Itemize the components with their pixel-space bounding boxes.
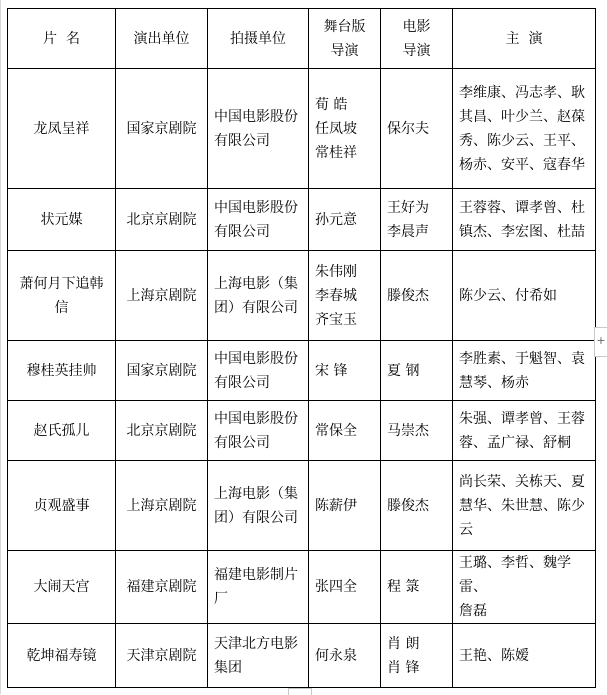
film-director: 保尔夫	[381, 69, 453, 189]
page-edge	[0, 0, 1, 694]
header-film-director: 电影 导演	[381, 9, 453, 69]
film-title: 穆桂英挂帅	[8, 341, 116, 401]
cast: 李胜素、于魁智、袁 慧琴、杨赤	[453, 341, 596, 401]
studio: 上海电影（集 团）有限公司	[208, 461, 309, 551]
header-stage-director: 舞台版 导演	[309, 9, 381, 69]
film-table	[7, 8, 596, 688]
table-row	[8, 461, 596, 551]
film-title: 贞观盛事	[8, 461, 116, 551]
stage-director: 陈薪伊	[309, 461, 381, 551]
table-row	[8, 69, 596, 189]
studio: 中国电影股份 有限公司	[208, 401, 309, 461]
studio: 中国电影股份 有限公司	[208, 69, 309, 189]
cast: 朱强、谭孝曾、王蓉 蓉、孟广禄、舒桐	[453, 401, 596, 461]
studio: 中国电影股份 有限公司	[208, 189, 309, 251]
troupe: 福建京剧院	[116, 551, 208, 624]
film-director: 王好为 李晨声	[381, 189, 453, 251]
table-row	[8, 251, 596, 341]
table-row	[8, 401, 596, 461]
cast: 王璐、李哲、魏学雷、 詹磊	[453, 551, 596, 624]
troupe: 国家京剧院	[116, 341, 208, 401]
film-table-body	[8, 9, 596, 688]
table-row	[8, 624, 596, 688]
troupe: 上海京剧院	[116, 251, 208, 341]
header-row	[8, 9, 596, 69]
header-cast: 主 演	[453, 9, 596, 69]
stage-director: 张四全	[309, 551, 381, 624]
cast: 陈少云、付希如	[453, 251, 596, 341]
studio: 福建电影制片 厂	[208, 551, 309, 624]
film-director: 滕俊杰	[381, 251, 453, 341]
troupe: 北京京剧院	[116, 401, 208, 461]
stage-director: 常保全	[309, 401, 381, 461]
stage-director: 孙元意	[309, 189, 381, 251]
film-director: 马崇杰	[381, 401, 453, 461]
film-title: 乾坤福寿镜	[8, 624, 116, 688]
stage-director: 朱伟刚 李春城 齐宝玉	[309, 251, 381, 341]
header-studio: 拍摄单位	[208, 9, 309, 69]
cast: 尚长荣、关栋天、夏 慧华、朱世慧、陈少 云	[453, 461, 596, 551]
film-title: 赵氏孤儿	[8, 401, 116, 461]
film-title: 状元媒	[8, 189, 116, 251]
table-row	[8, 551, 596, 624]
troupe: 国家京剧院	[116, 69, 208, 189]
troupe: 上海京剧院	[116, 461, 208, 551]
table-row	[8, 189, 596, 251]
stage-director: 荀 皓 任凤坡 常桂祥	[309, 69, 381, 189]
studio: 天津北方电影 集团	[208, 624, 309, 688]
side-expand-marker[interactable]: +	[594, 327, 607, 357]
cast: 李维康、冯志孝、耿 其昌、叶少兰、赵葆 秀、陈少云、王平、 杨赤、安平、寇春华	[453, 69, 596, 189]
film-title: 龙凤呈祥	[8, 69, 116, 189]
studio: 上海电影（集 团）有限公司	[208, 251, 309, 341]
film-director: 程 箓	[381, 551, 453, 624]
film-title: 大闹天宫	[8, 551, 116, 624]
troupe: 天津京剧院	[116, 624, 208, 688]
stage-director: 何永泉	[309, 624, 381, 688]
film-title: 萧何月下追韩 信	[8, 251, 116, 341]
table-row	[8, 341, 596, 401]
header-title: 片 名	[8, 9, 116, 69]
film-director: 肖 朗 肖 锋	[381, 624, 453, 688]
film-director: 滕俊杰	[381, 461, 453, 551]
header-troupe: 演出单位	[116, 9, 208, 69]
studio: 中国电影股份 有限公司	[208, 341, 309, 401]
troupe: 北京京剧院	[116, 189, 208, 251]
stage-director: 宋 锋	[309, 341, 381, 401]
cast: 王蓉蓉、谭孝曾、杜 镇杰、李宏图、杜喆	[453, 189, 596, 251]
film-director: 夏 钢	[381, 341, 453, 401]
cast: 王艳、陈嫒	[453, 624, 596, 688]
